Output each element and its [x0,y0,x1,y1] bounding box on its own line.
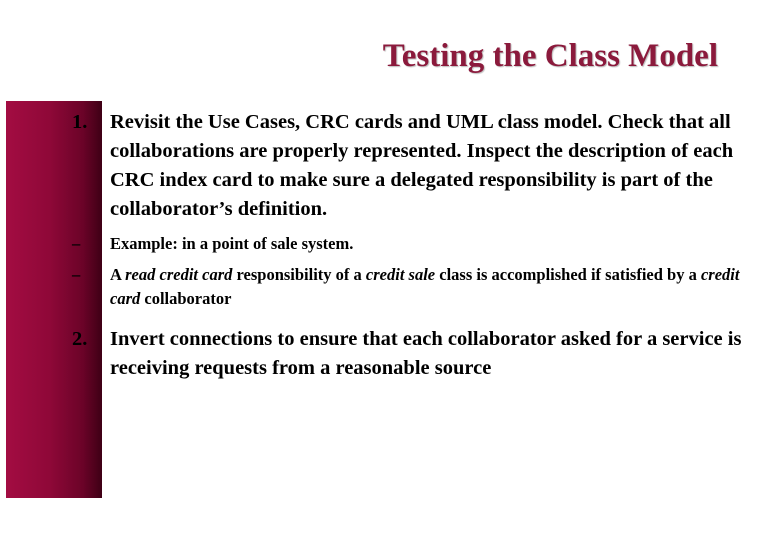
list-item-number: 2. [72,328,88,350]
sub-text-part: class is accomplished if satisfied by a [435,265,701,284]
sub-list-item-text: Example: in a point of sale system. [110,234,354,253]
sub-text-italic: credit card [110,265,740,308]
list-item-text: Invert connections to ensure that each collaborator asked for a service is receiving requests from a reasonable source [110,328,742,379]
slide-content [72,108,762,383]
slide-title: Testing the Class Model [382,38,718,74]
sub-list-item [72,263,762,311]
dash-marker: – [72,265,81,284]
list-item [72,325,762,383]
sub-text-part: collaborator [140,289,232,308]
sub-text-part: A [110,265,126,284]
sub-list [72,232,762,311]
sub-text-italic: read credit card [125,265,233,284]
sub-text-italic: credit sale [365,265,436,284]
list-item-number: 1. [72,111,88,133]
list-item-text: Revisit the Use Cases, CRC cards and UML class model. Check that all collaborations are properly represented. Inspect the description of each CRC index card to make sure a delegated responsibility is part of the collaborator’s definition. [110,111,734,220]
list-item [72,108,762,224]
dash-marker: – [72,234,81,253]
sub-text-part: responsibility of a [232,265,366,284]
sub-list-item [72,232,762,256]
